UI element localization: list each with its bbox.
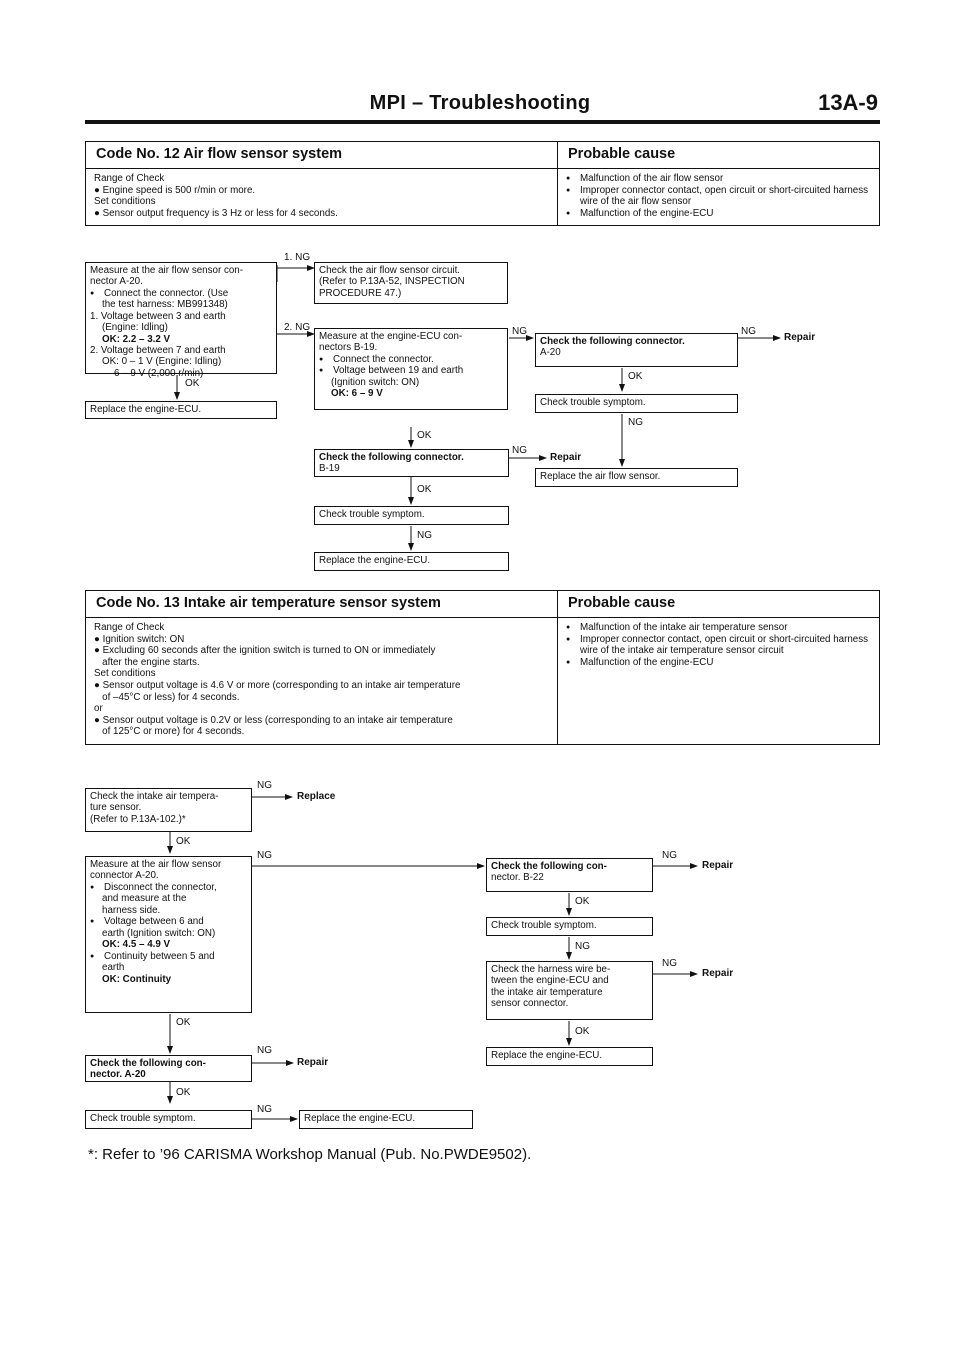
box-line: 2. Voltage between 7 and earth: [90, 345, 226, 357]
ng-label: NG: [628, 417, 643, 428]
box-bullet: ● Disconnect the connector,: [90, 882, 247, 894]
check-connector-a20-box: [535, 333, 738, 367]
box-line: sensor connector.: [491, 998, 569, 1010]
ng-label: NG: [257, 850, 272, 861]
box-line: harness side.: [102, 904, 161, 916]
box-line: OK: 6 – 9 V: [331, 388, 383, 400]
check-line: ● Sensor output voltage is 0.2V or less (corresponding to an intake air temperature: [94, 714, 453, 726]
code13-cause-column: [558, 618, 879, 744]
check-trouble-symptom-box: Check trouble symptom.: [486, 917, 653, 936]
box-line: ture sensor.: [90, 802, 142, 814]
box-bullet: ● Connect the connector. (Use: [90, 288, 272, 300]
replace-afs-box: Replace the air flow sensor.: [535, 468, 738, 487]
box-line: (Refer to P.13A-102.)*: [90, 813, 186, 825]
box-line: Check the intake air tempera-: [90, 791, 219, 802]
box-line: connector A-20.: [90, 870, 159, 882]
ok-label: OK: [575, 1026, 590, 1037]
replace-ecu-box: Replace the engine-ECU.: [85, 401, 277, 419]
box-line: 6 – 9 V (2,000 r/min): [114, 367, 204, 379]
box-line: A-20: [540, 347, 561, 359]
ng1-label: 1. NG: [284, 252, 311, 263]
check-line: Range of Check: [94, 173, 165, 184]
cause-item: ● Malfunction of the air flow sensor: [566, 173, 871, 185]
check-line: ● Excluding 60 seconds after the ignition switch is turned to ON or immediately: [94, 645, 436, 657]
box-line: nectors B-19.: [319, 342, 378, 354]
box-line: nector. A-20: [90, 1069, 146, 1081]
box-line: earth (Ignition switch: ON): [102, 927, 216, 939]
code12-cause-title: Probable cause: [568, 146, 676, 162]
check-line: ● Sensor output voltage is 4.6 V or more (corresponding to an intake air temperature: [94, 679, 461, 691]
check-line: Set conditions: [94, 668, 156, 680]
cause-item: ● Malfunction of the intake air temperature sensor: [566, 622, 871, 634]
ok-label: OK: [417, 430, 432, 441]
box-line: (Ignition switch: ON): [331, 377, 420, 388]
box-line: Check the following connector.: [319, 452, 464, 463]
ok-label: OK: [176, 1087, 191, 1098]
check-connector-b19-box: [314, 449, 509, 477]
box-bullet: ● Connect the connector.: [319, 354, 503, 366]
ok-label: OK: [176, 1017, 191, 1028]
code13-table: [85, 590, 880, 745]
check-line: or: [94, 703, 103, 715]
box-line: the test harness: MB991348): [102, 299, 228, 311]
code13-cause-title: Probable cause: [568, 595, 676, 611]
measure-afs-connector-box: [85, 262, 277, 379]
box-line: OK: 0 – 1 V (Engine: Idling): [102, 356, 222, 368]
ng-label: NG: [257, 1045, 272, 1056]
replace-label: Replace: [297, 791, 336, 802]
repair-label: Repair: [784, 332, 816, 343]
box-line: Check the air flow sensor circuit.: [319, 265, 461, 276]
ng-label: NG: [662, 850, 677, 861]
box-line: nector. B-22: [491, 872, 544, 884]
replace-ecu-box: Replace the engine-ECU.: [486, 1047, 653, 1066]
footnote: *: Refer to ’96 CARISMA Workshop Manual (Pub. No.PWDE9502).: [88, 1146, 532, 1163]
check-connector-b22-box: [486, 858, 653, 892]
box-line: Measure at the air flow sensor con-: [90, 265, 244, 276]
check-line: ● Engine speed is 500 r/min or more.: [94, 184, 256, 196]
ng-label: NG: [575, 941, 590, 952]
ng-label: NG: [257, 780, 272, 791]
check-iat-sensor-box: [85, 788, 252, 832]
box-line: Check the following con-: [491, 861, 607, 872]
box-line: earth: [102, 962, 125, 974]
check-line: Range of Check: [94, 622, 165, 633]
cause-item: ● Improper connector contact, open circuit or short-circuited harness wire of the intake air temperature sensor circuit: [566, 634, 871, 657]
code13-check-column: [86, 618, 558, 744]
measure-afs-connector-box: [85, 856, 252, 1013]
replace-ecu-box: Replace the engine-ECU.: [314, 552, 509, 571]
box-line: OK: Continuity: [102, 973, 172, 985]
check-line: after the engine starts.: [94, 656, 200, 668]
check-line: Set conditions: [94, 196, 156, 208]
ok-label: OK: [575, 896, 590, 907]
box-line: Check the following con-: [90, 1058, 206, 1069]
ng-label: NG: [662, 958, 677, 969]
box-line: B-19: [319, 463, 340, 475]
ok-label: OK: [185, 378, 200, 389]
box-line: 1. Voltage between 3 and earth: [90, 310, 226, 322]
ng-label: NG: [512, 445, 527, 456]
cause-item: ● Malfunction of the engine-ECU: [566, 208, 871, 220]
check-line: ● Sensor output frequency is 3 Hz or less for 4 seconds.: [94, 207, 338, 219]
box-line: and measure at the: [102, 893, 187, 905]
page-code: 13A-9: [818, 90, 878, 115]
code12-title: Code No. 12 Air flow sensor system: [86, 142, 558, 168]
check-line: of 125°C or more) for 4 seconds.: [94, 726, 245, 738]
cause-item: ● Improper connector contact, open circuit or short-circuited harness wire of the air flow sensor: [566, 185, 871, 208]
ng-label: NG: [512, 326, 527, 337]
check-trouble-symptom-box: Check trouble symptom.: [85, 1110, 252, 1129]
box-bullet: ● Voltage between 6 and: [90, 916, 247, 928]
box-line: OK: 4.5 – 4.9 V: [102, 939, 171, 951]
repair-label: Repair: [297, 1057, 329, 1068]
box-line: PROCEDURE 47.): [319, 287, 402, 299]
box-line: (Engine: Idling): [102, 322, 168, 334]
check-afs-circuit-box: [314, 262, 508, 304]
box-line: OK: 2.2 – 3.2 V: [102, 333, 171, 345]
repair-label: Repair: [702, 968, 734, 979]
box-line: Check the following connector.: [540, 336, 685, 347]
ng-label: NG: [257, 1104, 272, 1115]
check-line: ● Ignition switch: ON: [94, 633, 185, 645]
box-bullet: ● Voltage between 19 and earth: [319, 365, 503, 377]
repair-label: Repair: [702, 860, 734, 871]
ng2-label: 2. NG: [284, 322, 311, 333]
ng-label: NG: [741, 326, 756, 337]
ok-label: OK: [176, 836, 191, 847]
repair-label: Repair: [550, 452, 582, 463]
cause-item: ● Malfunction of the engine-ECU: [566, 657, 871, 669]
box-line: tween the engine-ECU and: [491, 975, 609, 987]
ng-label: NG: [417, 530, 432, 541]
box-line: nector A-20.: [90, 276, 143, 288]
ok-label: OK: [417, 484, 432, 495]
box-line: Measure at the engine-ECU con-: [319, 331, 463, 342]
ok-label: OK: [628, 371, 643, 382]
box-line: Measure at the air flow sensor: [90, 859, 222, 870]
check-trouble-symptom-box: Check trouble symptom.: [535, 394, 738, 413]
box-line: the intake air temperature: [491, 986, 603, 998]
replace-ecu-box: Replace the engine-ECU.: [299, 1110, 473, 1129]
check-line: of –45°C or less) for 4 seconds.: [94, 691, 240, 703]
check-connector-a20-box: [85, 1055, 252, 1082]
box-line: (Refer to P.13A-52, INSPECTION: [319, 276, 465, 288]
box-bullet: ● Continuity between 5 and: [90, 951, 247, 963]
page-title: MPI – Troubleshooting: [369, 92, 591, 114]
check-trouble-symptom-box: Check trouble symptom.: [314, 506, 509, 525]
box-line: Check the harness wire be-: [491, 964, 611, 975]
check-harness-wire-box: [486, 961, 653, 1020]
code13-title: Code No. 13 Intake air temperature sensor system: [86, 591, 558, 617]
measure-ecu-connector-box: [314, 328, 508, 410]
